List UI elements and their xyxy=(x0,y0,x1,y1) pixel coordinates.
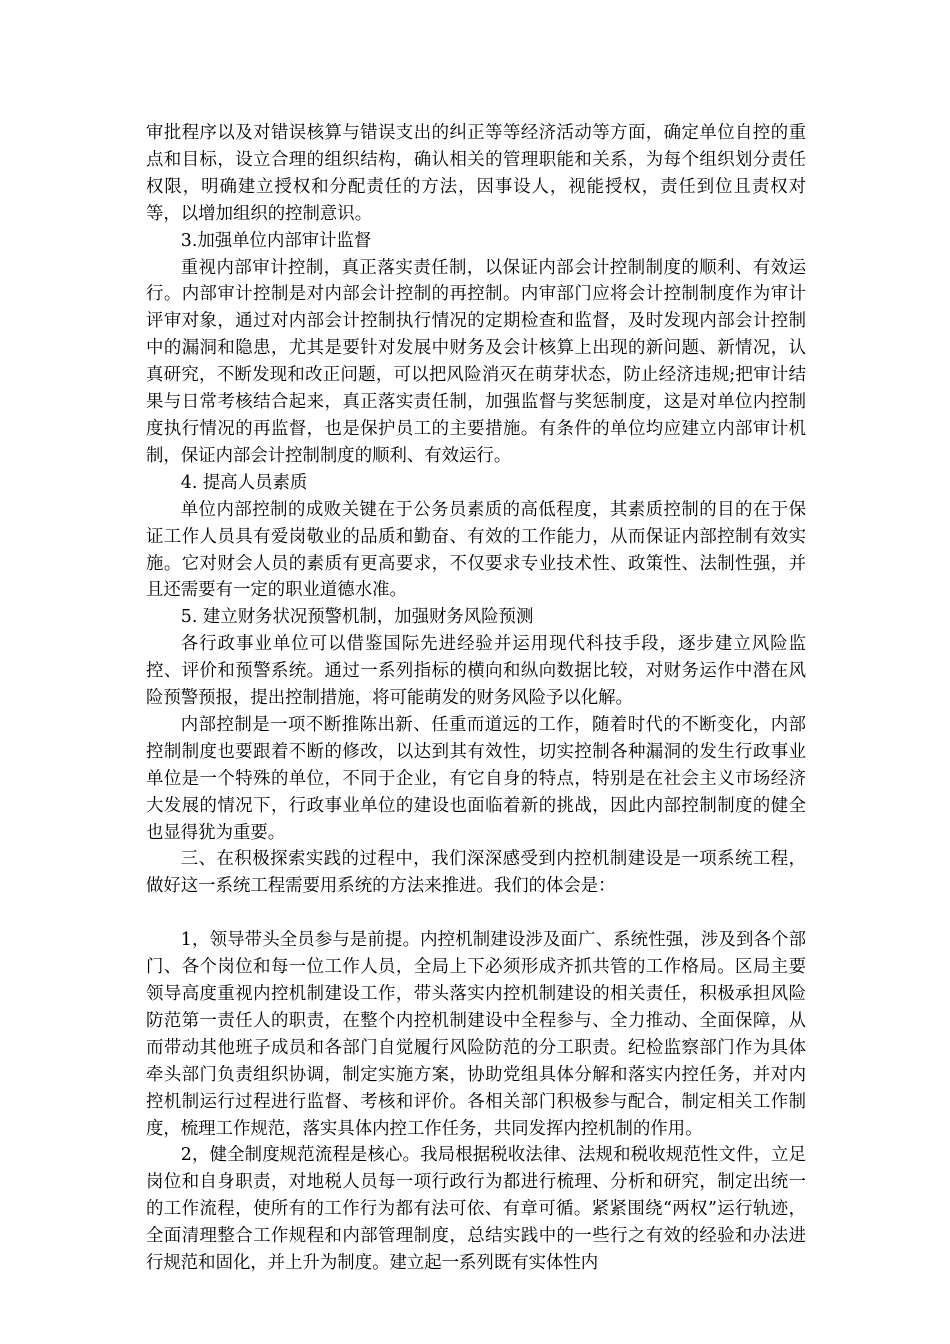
section-heading-4: 4. 提高人员素质 xyxy=(180,472,308,493)
section-heading-3: 3.加强单位内部审计监督 xyxy=(180,230,372,251)
blank-line xyxy=(146,900,806,927)
paragraph-internal-control: 内部控制是一项不断推陈出新、任重而道远的工作，随着时代的不断变化，内部控制制度也要跟着不断的修改，以达到其有效性，切实控制各种漏洞的发生行政事业单位是一个特殊的单位，不同于企业，有它自身的特点，特别是在社会主义市场经济大发展的情况下，行政事业单位的建设也面临着新的挑战，因此内部控制制度的健全也显得犹为重要。 xyxy=(146,714,806,843)
document-page xyxy=(146,120,806,1277)
paragraph-section-three: 三、在积极探索实践的过程中，我们深深感受到内控机制建设是一项系统工程，做好这一系统工程需要用系统的方法来推进。我们的体会是： xyxy=(146,849,806,897)
paragraph-personnel: 单位内部控制的成败关键在于公务员素质的高低程度，其素质控制的目的在于保证工作人员具有爱岗敬业的品质和勤奋、有效的工作能力，从而保证内部控制有效实施。它对财会人员的素质有更高要求，不仅要求专业技术性、政策性、法制性强，并且还需要有一定的职业道德水准。 xyxy=(146,499,806,601)
paragraph-continuation: 审批程序以及对错误核算与错误支出的纠正等等经济活动等方面，确定单位自控的重点和目标，设立合理的组织结构，确认相关的管理职能和关系，为每个组织划分责任权限，明确建立授权和分配责任的方法，因事设人，视能授权，责任到位且责权对等，以增加组织的控制意识。 xyxy=(146,123,806,224)
paragraph-audit: 重视内部审计控制，真正落实责任制，以保证内部会计控制制度的顺利、有效运行。内部审计控制是对内部会计控制的再控制。内审部门应将会计控制制度作为审计评审对象，通过对内部会计控制执行情况的定期检查和监督，及时发现内部会计控制中的漏洞和隐患，尤其是要针对发展中财务及会计核算上出现的新问题、新情况，认真研究，不断发现和改正问题，可以把风险消灭在萌芽状态，防止经济违规;把审计结果与日常考核结合起来，真正落实责任制，加强监督与奖惩制度，这是对单位内控制度执行情况的再监督，也是保护员工的主要措施。有条件的单位均应建立内部审计机制，保证内部会计控制制度的顺利、有效运行。 xyxy=(146,257,806,466)
paragraph-point-1: 1，领导带头全员参与是前提。内控机制建设涉及面广、系统性强，涉及到各个部门、各个岗位和每一位工作人员，全局上下必须形成齐抓共管的工作格局。区局主要领导高度重视内控机制建设工作，带头落实内控机制建设的相关责任，积极承担风险防范第一责任人的职责，在整个内控机制建设中全程参与、全力推动、全面保障，从而带动其他班子成员和各部门自觉履行风险防范的分工职责。纪检监察部门作为具体牵头部门负责组织协调，制定实施方案，协助党组具体分解和落实内控任务，并对内控机制运行过程进行监督、考核和评价。各相关部门积极参与配合，制定相关工作制度，梳理工作规范，落实具体内控工作任务，共同发挥内控机制的作用。 xyxy=(146,930,806,1139)
section-heading-5: 5. 建立财务状况预警机制，加强财务风险预测 xyxy=(180,607,534,628)
paragraph-point-2: 2，健全制度规范流程是核心。我局根据税收法律、法规和税收规范性文件，立足岗位和自身职责，对地税人员每一项行政行为都进行梳理、分析和研究，制定出统一的工作流程，使所有的工作行为都有法可依、有章可循。紧紧围绕“两权”运行轨迹，全面清理整合工作规程和内部管理制度，总结实践中的一些行之有效的经验和办法进行规范和固化，并上升为制度。建立起一系列既有实体性内 xyxy=(146,1145,806,1274)
paragraph-warning: 各行政事业单位可以借鉴国际先进经验并运用现代科技手段，逐步建立风险监控、评价和预警系统。通过一系列指标的横向和纵向数据比较，对财务运作中潜在风险预警预报，提出控制措施，将可能萌发的财务风险予以化解。 xyxy=(146,634,806,709)
